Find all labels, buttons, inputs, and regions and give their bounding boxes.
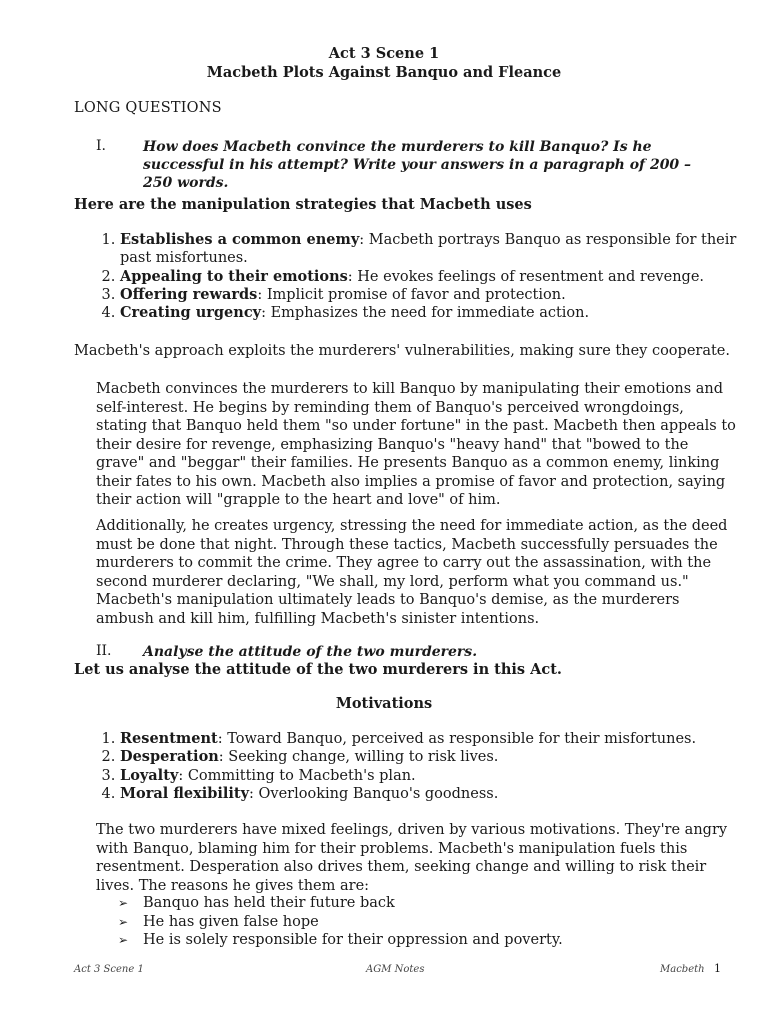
document-subtitle: Macbeth Plots Against Banquo and Fleance bbox=[206, 64, 562, 81]
list-item-term: Appealing to their emotions bbox=[120, 267, 348, 285]
list-item-desc: : Macbeth portrays Banquo as responsible for their past misfortunes. bbox=[120, 232, 737, 267]
list-item-term: Desperation bbox=[120, 748, 219, 766]
motivations-list bbox=[74, 730, 750, 803]
footer-left: Act 3 Scene 1 bbox=[74, 964, 144, 975]
arrow-bullet-icon: ➢ bbox=[118, 933, 129, 947]
section-label: LONG QUESTIONS bbox=[74, 100, 222, 116]
footer-right: Macbeth bbox=[660, 964, 705, 975]
list-item-term: Resentment bbox=[120, 730, 218, 747]
document-title: Act 3 Scene 1 bbox=[328, 45, 440, 62]
list-item bbox=[120, 286, 750, 304]
list-item bbox=[118, 931, 563, 950]
answer-paragraph-1: Macbeth convinces the murderers to kill Banquo by manipulating their emotions and self-interest. He begins by reminding them of Banquo's perceived wrongdoings, stating that Banquo held them "so under fortune" in the past. Macbeth then appeals to their desire for revenge, emphasizing Banquo's "heavy hand" that "bowed to the grave" and "beggar" their families. He presents Banquo as a common enemy, linking their fates to his own. Macbeth also implies a promise of favor and protection, saying their action will "grapple to the heart and love" of him. bbox=[96, 381, 736, 508]
list-item-term: Offering rewards bbox=[120, 285, 258, 303]
motivations-title: Motivations bbox=[335, 695, 433, 712]
list-item bbox=[120, 268, 750, 286]
list-item-desc: : Seeking change, willing to risk lives. bbox=[218, 749, 499, 766]
list-item-term: Loyalty bbox=[120, 766, 179, 784]
reasons-list bbox=[118, 894, 563, 950]
answer-paragraph-2: Additionally, he creates urgency, stressing the need for immediate action, as the deed must be done that night. Through these tactics, Macbeth successfully persuades the murderers to commit the crime. They agree to carry out the assassination, with the second murderer declaring, "We shall, my lord, perform what you command us." Macbeth's manipulation ultimately leads to Banquo's demise, as the murderers ambush and kill him, fulfilling Macbeth's sinister intentions. bbox=[96, 518, 728, 627]
list-item bbox=[120, 748, 750, 766]
arrow-bullet-icon: ➢ bbox=[118, 896, 129, 910]
question-text: Analyse the attitude of the two murderers. bbox=[143, 644, 478, 660]
list-item-term: Establishes a common enemy bbox=[120, 231, 360, 248]
list-item-desc: : Implicit promise of favor and protection. bbox=[257, 286, 566, 303]
list-item bbox=[120, 304, 750, 322]
footer-center: AGM Notes bbox=[366, 964, 425, 975]
question-text: How does Macbeth convince the murderers to kill Banquo? Is he successful in his attempt? Write your answers in a paragraph of 200 – 250 words. bbox=[143, 139, 692, 191]
question-number: II. bbox=[96, 643, 112, 659]
murderers-heading: Let us analyse the attitude of the two murderers in this Act. bbox=[74, 661, 562, 678]
page-number: 1 bbox=[714, 962, 721, 975]
arrow-bullet-icon: ➢ bbox=[118, 914, 129, 929]
list-item bbox=[120, 231, 750, 268]
murderers-paragraph: The two murderers have mixed feelings, driven by various motivations. They're angry with Banquo, blaming him for their problems. Macbeth's manipulation fuels this resentment. Desperation also drives them, seeking change and willing to risk their lives. The reasons he gives them are: bbox=[96, 822, 728, 894]
list-item-text: He has given false hope bbox=[143, 913, 319, 930]
list-item-term: Moral flexibility bbox=[120, 784, 250, 802]
list-item-desc: : Emphasizes the need for immediate action. bbox=[261, 305, 590, 322]
list-item-text: Banquo has held their future back bbox=[143, 895, 395, 911]
list-item bbox=[118, 894, 563, 913]
list-item bbox=[120, 730, 750, 748]
list-item bbox=[118, 913, 563, 932]
list-item-desc: : Committing to Macbeth's plan. bbox=[178, 767, 416, 784]
list-item-desc: : Overlooking Banquo's goodness. bbox=[249, 785, 499, 802]
list-item-desc: : He evokes feelings of resentment and revenge. bbox=[347, 268, 705, 285]
list-item bbox=[120, 767, 750, 785]
question-number: I. bbox=[96, 138, 106, 154]
list-item-desc: : Toward Banquo, perceived as responsible for their misfortunes. bbox=[217, 731, 697, 747]
list-item bbox=[120, 785, 750, 803]
approach-paragraph: Macbeth's approach exploits the murderers' vulnerabilities, making sure they cooperate. bbox=[74, 343, 730, 359]
list-item-term: Creating urgency bbox=[120, 304, 262, 322]
strategies-heading: Here are the manipulation strategies that Macbeth uses bbox=[74, 196, 532, 213]
list-item-text: He is solely responsible for their oppression and poverty. bbox=[143, 932, 563, 948]
strategies-list bbox=[74, 231, 750, 322]
